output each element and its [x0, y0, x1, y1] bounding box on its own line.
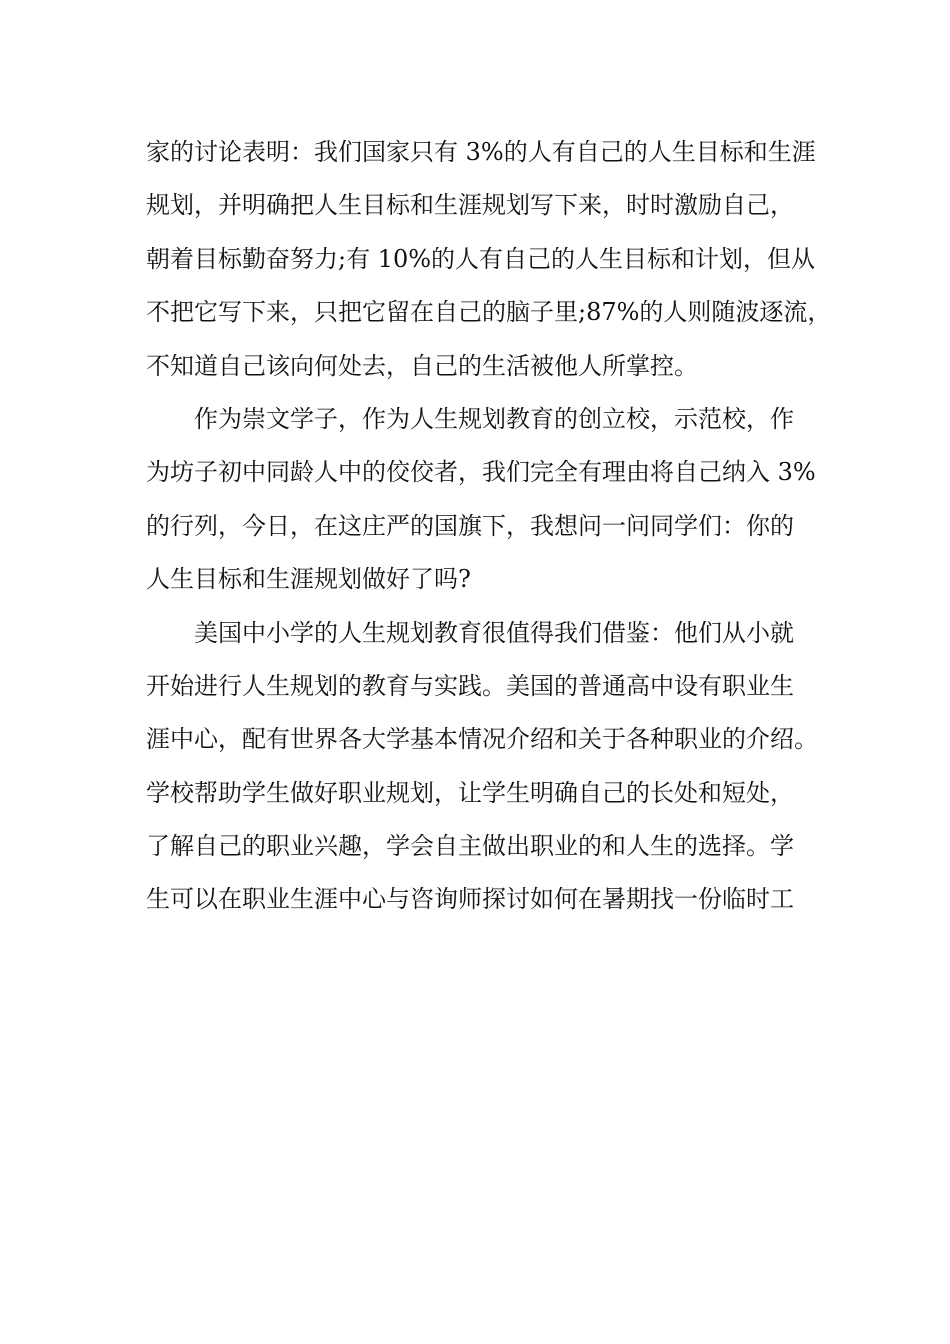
text-line: 生可以在职业生涯中心与咨询师探讨如何在暑期找一份临时工 — [146, 885, 794, 914]
text-line: 不把它写下来，只把它留在自己的脑子里;87%的人则随波逐流， — [146, 298, 832, 327]
text-line: 美国中小学的人生规划教育很值得我们借鉴：他们从小就 — [194, 618, 794, 647]
text-line: 为坊子初中同龄人中的佼佼者，我们完全有理由将自己纳入 3% — [146, 458, 816, 487]
text-line: 朝着目标勤奋努力;有 10%的人有自己的人生目标和计划，但从 — [146, 244, 816, 273]
paragraph-3 — [146, 607, 826, 927]
text-line: 开始进行人生规划的教育与实践。美国的普通高中设有职业生 — [146, 671, 794, 700]
paragraph-1 — [146, 126, 832, 393]
text-line: 了解自己的职业兴趣，学会自主做出职业的和人生的选择。学 — [146, 832, 794, 861]
text-line: 的行列，今日，在这庄严的国旗下，我想问一问同学们：你的 — [146, 511, 794, 540]
text-line: 学校帮助学生做好职业规划，让学生明确自己的长处和短处， — [146, 778, 794, 807]
text-line: 作为崇文学子，作为人生规划教育的创立校，示范校，作 — [194, 404, 794, 433]
text-line: 涯中心，配有世界各大学基本情况介绍和关于各种职业的介绍。 — [146, 725, 818, 754]
text-line: 家的讨论表明：我们国家只有 3%的人有自己的人生目标和生涯 — [146, 138, 816, 166]
text-line: 规划，并明确把人生目标和生涯规划写下来，时时激励自己， — [146, 191, 794, 220]
text-line: 人生目标和生涯规划做好了吗? — [146, 565, 471, 594]
body-text — [146, 126, 832, 927]
text-line: 不知道自己该向何处去，自己的生活被他人所掌控。 — [146, 351, 698, 380]
paragraph-2 — [146, 393, 826, 607]
